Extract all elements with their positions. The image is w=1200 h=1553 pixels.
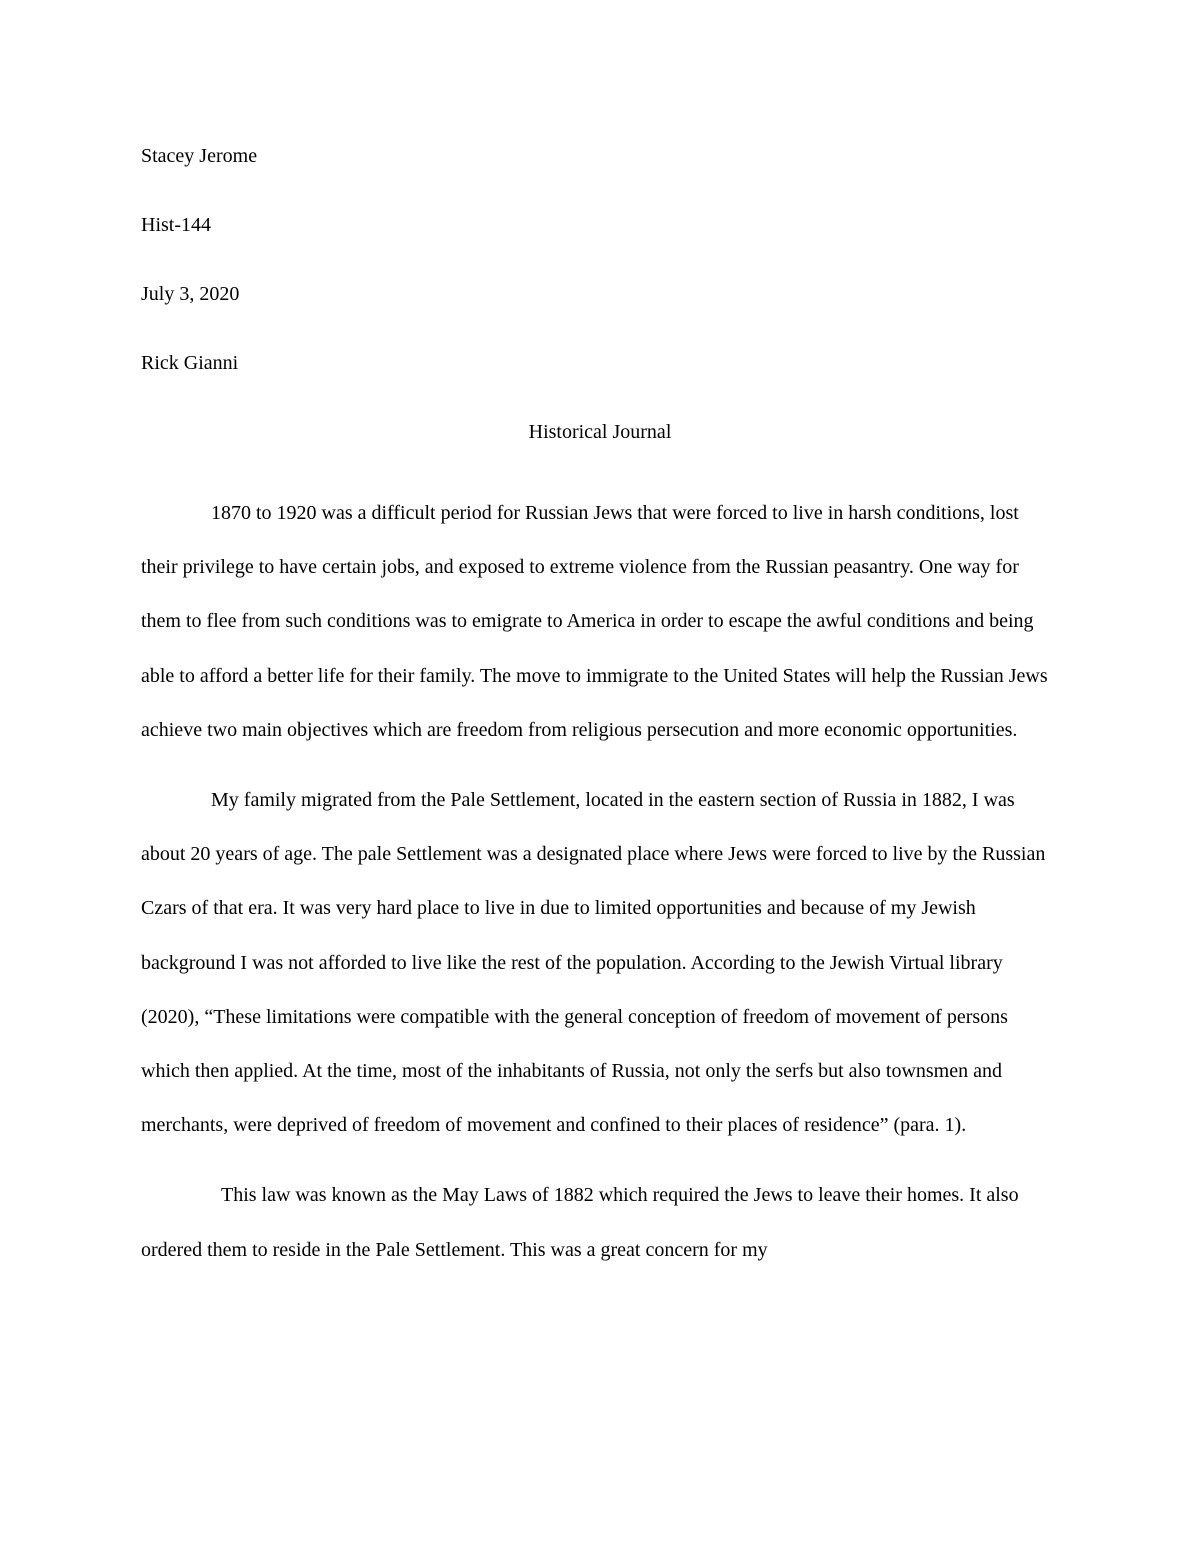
paragraph-spacer: [141, 1152, 1059, 1168]
paragraph-spacer: [141, 757, 1059, 773]
instructor-name: Rick Gianni: [141, 352, 239, 374]
paragraph-2: My family migrated from the Pale Settlement, located in the eastern section of Russia in 1882, I was about 20 years of age. The pale Settlement was a designated place where Jews were forced to live by the Russian Czars of that era. It was very hard place to live in due to limited opportunities and because of my Jewish background I was not afforded to live like the rest of the population. According to the Jewish Virtual library (2020), “These limitations were compatible with the general conception of freedom of movement of persons which then applied. At the time, most of the inhabitants of Russia, not only the serfs but also townsmen and merchants, were deprived of freedom of movement and confined to their places of residence” (para. 1).: [141, 789, 1046, 1137]
paragraph-1: 1870 to 1920 was a difficult period for Russian Jews that were forced to live in harsh conditions, lost their privilege to have certain jobs, and exposed to extreme violence from the Russian peasantry. One way for them to flee from such conditions was to emigrate to America in order to escape the awful conditions and being able to afford a better life for their family. The move to immigrate to the United States will help the Russian Jews achieve two main objectives which are freedom from religious persecution and more economic opportunities.: [141, 502, 1048, 741]
document-title: Historical Journal: [528, 421, 672, 443]
document-date: July 3, 2020: [141, 283, 240, 305]
paragraph-3: This law was known as the May Laws of 1882 which required the Jews to leave their homes. It also ordered them to reside in the Pale Settlement. This was a great concern for my: [141, 1184, 1019, 1261]
document-body: [141, 140, 1059, 1277]
author-name: Stacey Jerome: [141, 145, 258, 167]
course-code: Hist-144: [141, 214, 211, 236]
